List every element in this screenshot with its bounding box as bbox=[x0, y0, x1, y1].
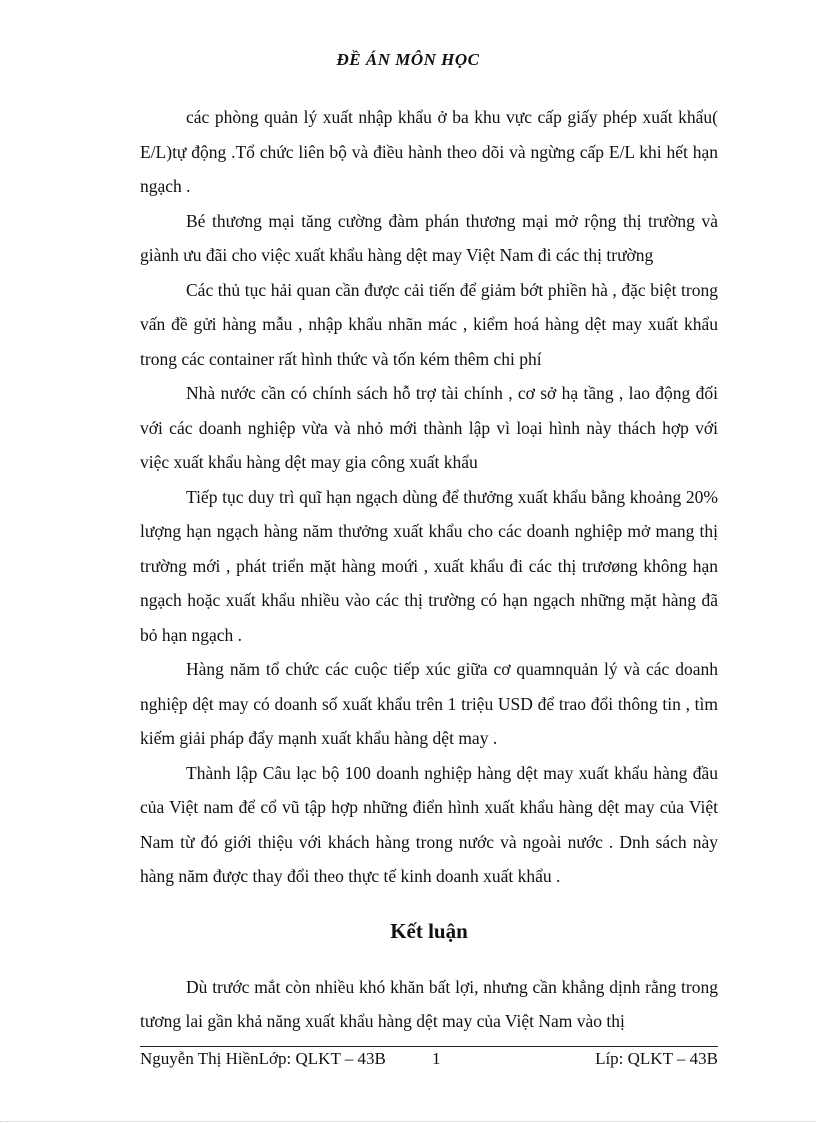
paragraph-conclusion: Dù trước mắt còn nhiều khó khăn bất lợi, nhưng cần khẳng dịnh rằng trong tương lai gần khả năng xuất khẩu hàng dệt may của Việt Nam vào thị bbox=[140, 976, 718, 1031]
footer-divider bbox=[140, 1046, 718, 1047]
page-bottom-edge bbox=[0, 1121, 816, 1122]
paragraph-exporters-club: Thành lập Câu lạc bộ 100 doanh nghiệp hàng dệt may xuất khẩu hàng đầu của Việt nam để cổ vũ tập hợp những điển hình xuất khẩu hàng dệt may của Việt Nam từ đó giới thiệu với khách hàng trong nước và ngoài nước . Dnh sách này hàng năm được thay đổi theo thực tế kinh doanh xuất khẩu . bbox=[140, 762, 718, 886]
paragraph-trade-negotiation: Bé thương mại tăng cường đàm phán thương mại mở rộng thị trường và giành ưu đãi cho việc xuất khẩu hàng dệt may Việt Nam đi các thị trường bbox=[140, 210, 718, 265]
paragraph-license-offices: các phòng quản lý xuất nhập khẩu ở ba khu vực cấp giấy phép xuất khẩu( E/L)tự động .Tổ chức liên bộ và điều hành theo dõi và ngừng cấp E/L khi hết hạn ngạch . bbox=[140, 107, 718, 196]
footer-author-class: Nguyễn Thị HiềnLớp: QLKT – 43B bbox=[140, 1049, 386, 1068]
paragraph-customs-procedures: Các thủ tục hải quan cần được cải tiến để giảm bớt phiền hà , đặc biệt trong vấn đề gửi hàng mẫu , nhập khẩu nhãn mác , kiểm hoá hàng dệt may xuất khẩu trong các container rất hình thức và tốn kém thêm chi phí bbox=[140, 279, 718, 369]
page-footer bbox=[140, 1049, 718, 1075]
footer-page-number: 1 bbox=[432, 1049, 441, 1068]
paragraph-state-support: Nhà nước cần có chính sách hỗ trợ tài chính , cơ sở hạ tầng , lao động đối với các doanh nghiệp vừa và nhỏ mới thành lập vì loại hình này thách hợp với việc xuất khẩu hàng dệt may gia công xuất khẩu bbox=[140, 383, 718, 472]
footer-class-label: Líp: QLKT – 43B bbox=[595, 1049, 718, 1068]
paragraph-annual-meetings: Hàng năm tổ chức các cuộc tiếp xúc giữa cơ quamnquản lý và các doanh nghiệp dệt may có doanh số xuất khẩu trên 1 triệu USD để trao đổi thông tin , tìm kiếm giải pháp đẩy mạnh xuất khẩu hàng dệt may . bbox=[140, 659, 718, 748]
page-header-title: ĐỀ ÁN MÔN HỌC bbox=[336, 50, 480, 69]
paragraph-quota-fund: Tiếp tục duy trì quĩ hạn ngạch dùng để thưởng xuất khẩu bằng khoảng 20% lượng hạn ngạch hàng năm thưởng xuất khẩu cho các doanh nghiệp mở mang thị trường mới , phát triển mặt hàng moứi , xuất khẩu đi các thị trươøng không hạn ngạch hoặc xuất khẩu nhiều vào các thị trường có hạn ngạch những mặt hàng đã bỏ hạn ngạch . bbox=[140, 486, 718, 645]
conclusion-heading: Kết luận bbox=[390, 918, 468, 943]
document-body bbox=[140, 100, 718, 1039]
